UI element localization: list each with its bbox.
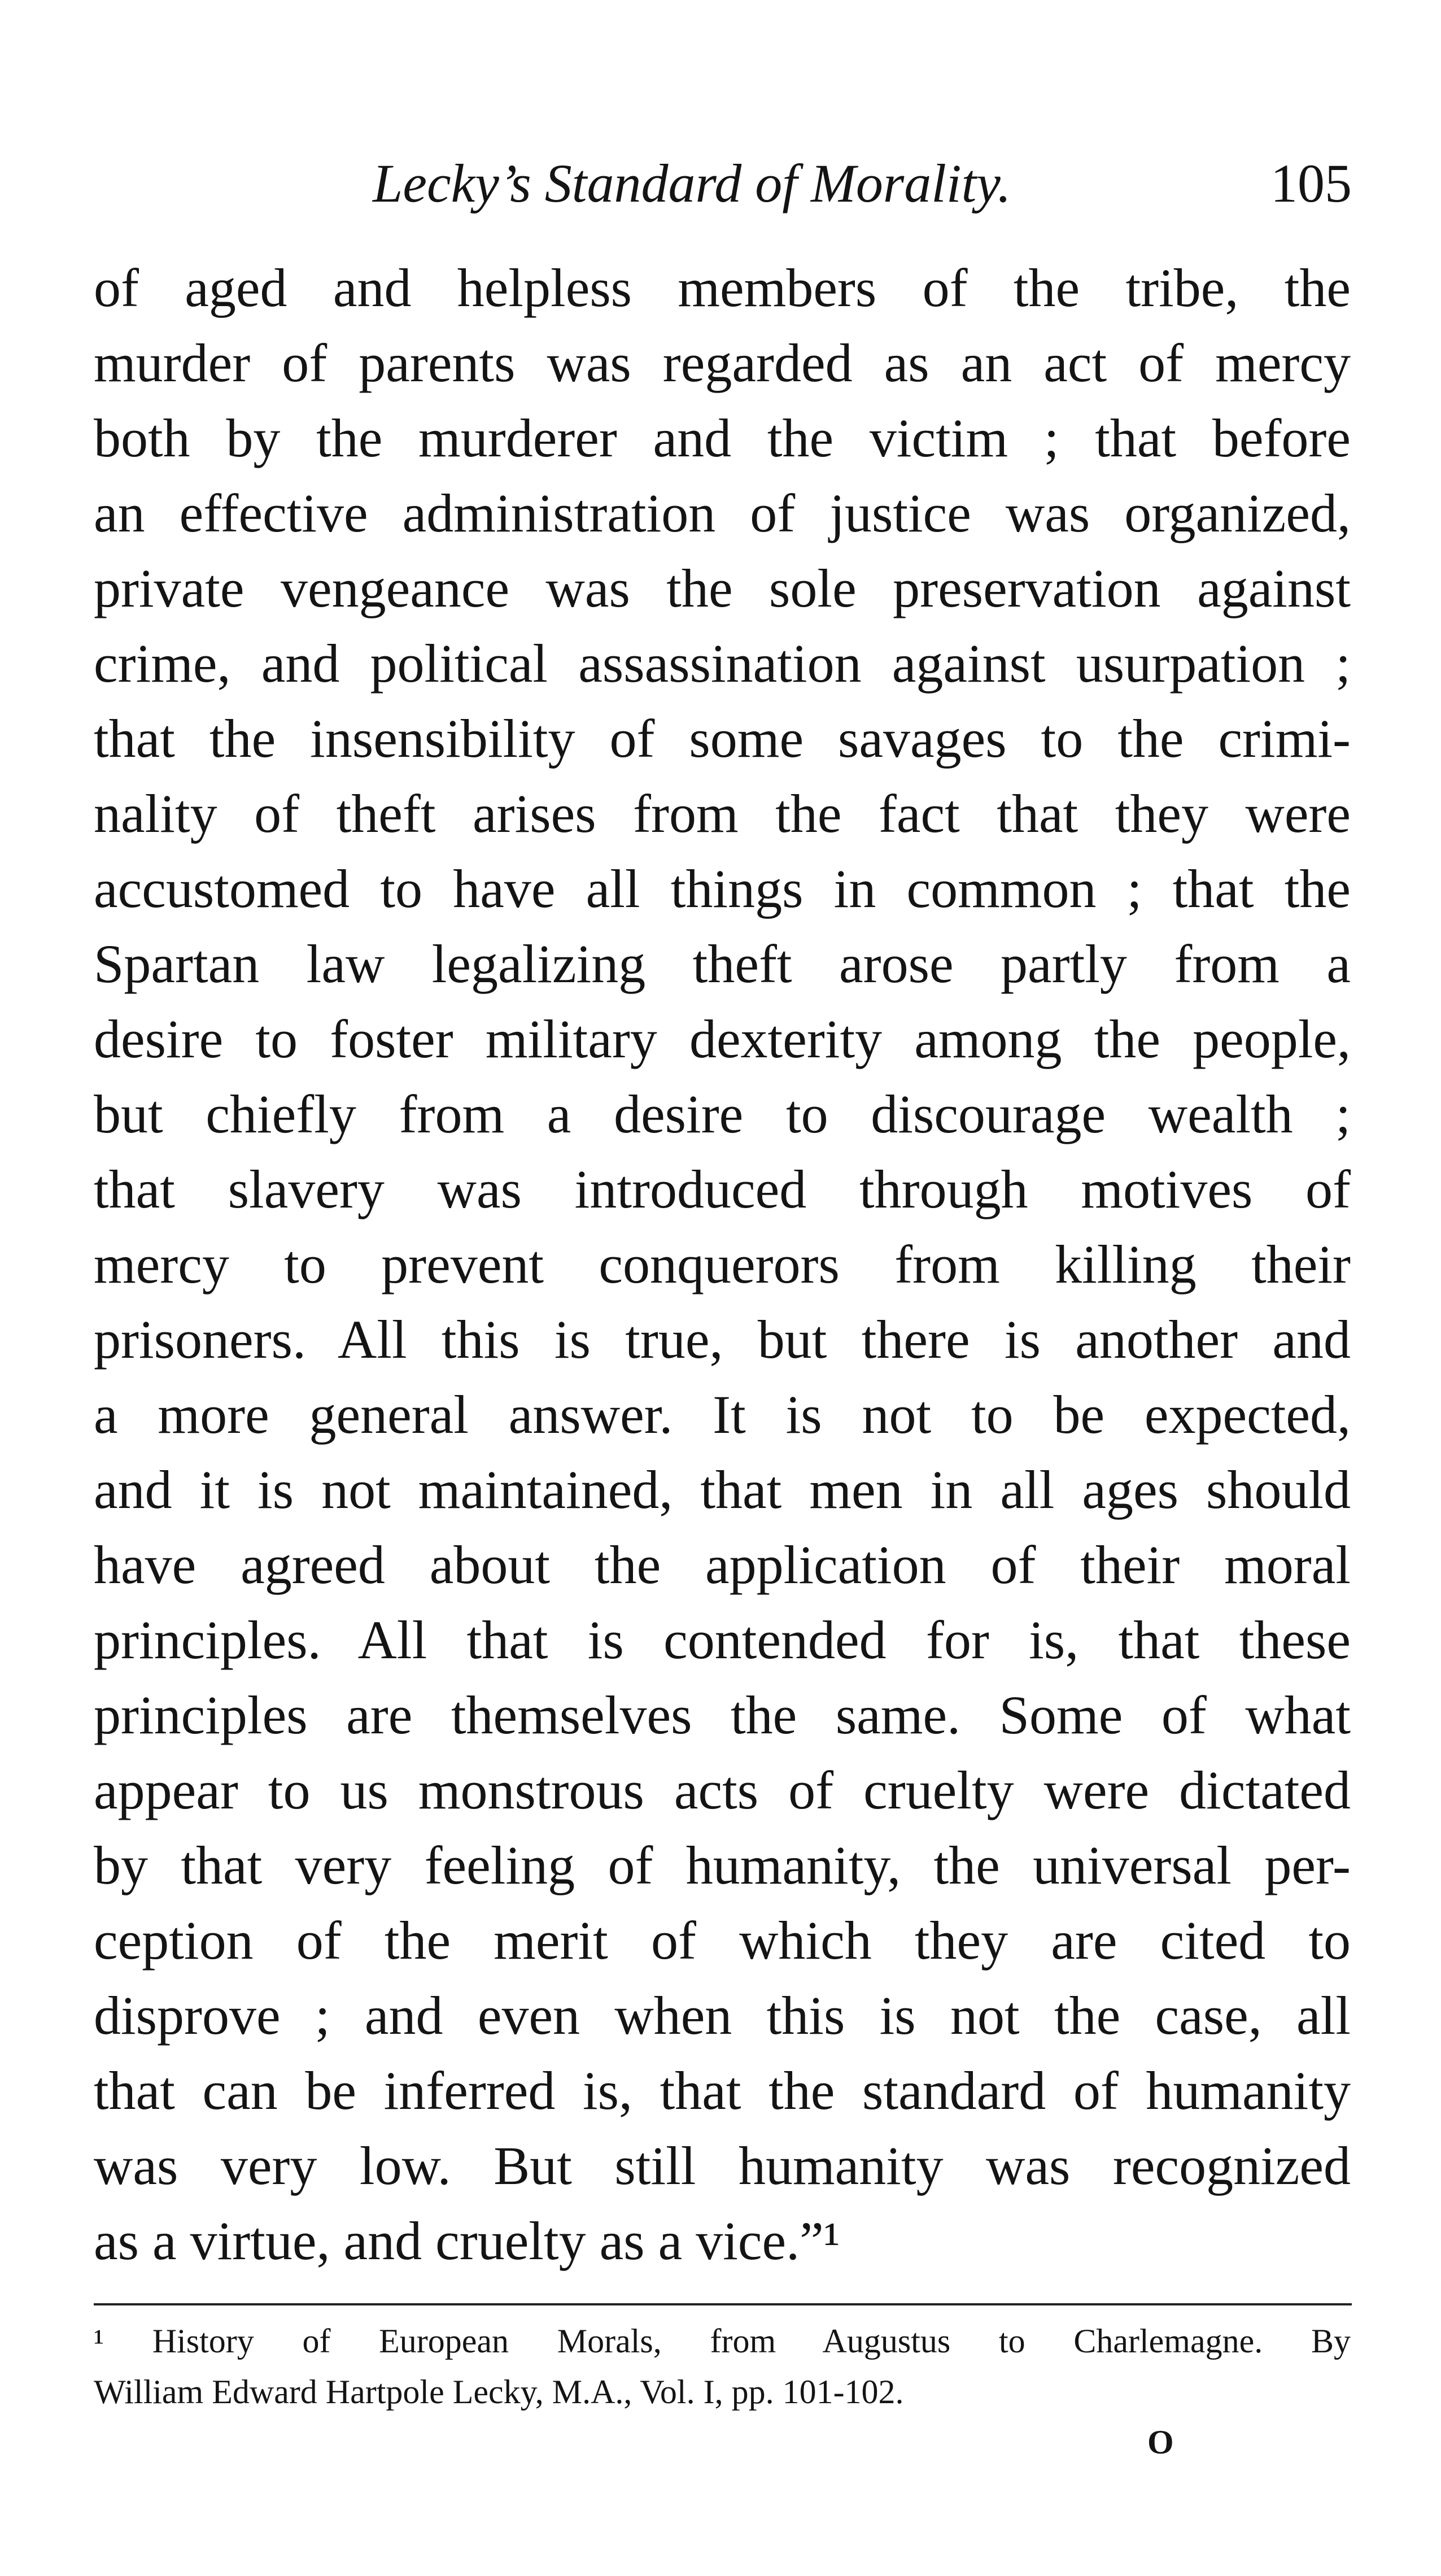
footnote-line: ¹ History of European Morals, from Augustus to Charlemagne. By xyxy=(94,2322,1351,2360)
signature-mark: O xyxy=(1147,2424,1174,2461)
body-line: disprove ; and even when this is not the case, all xyxy=(94,1985,1351,2046)
body-line: and it is not maintained, that men in all ages should xyxy=(94,1459,1351,1520)
body-line: both by the murderer and the victim ; that before xyxy=(94,408,1351,468)
body-line: desire to foster military dexterity among the people, xyxy=(94,1009,1351,1069)
body-line: Spartan law legalizing theft arose partly from a xyxy=(94,934,1351,994)
body-line: was very low. But still humanity was recognized xyxy=(94,2135,1351,2196)
body-line: accustomed to have all things in common ; that the xyxy=(94,858,1351,919)
body-line: that the insensibility of some savages to the crimi- xyxy=(94,708,1351,769)
body-line: that slavery was introduced through motives of xyxy=(94,1159,1351,1219)
page-number: 105 xyxy=(1270,153,1352,213)
body-line: of aged and helpless members of the tribe, the xyxy=(94,258,1351,318)
footnote-line: William Edward Hartpole Lecky, M.A., Vol. I, pp. 101-102. xyxy=(94,2373,904,2411)
body-line: nality of theft arises from the fact that they were xyxy=(94,783,1351,844)
body-line: a more general answer. It is not to be expected, xyxy=(94,1384,1351,1445)
footnote-divider xyxy=(94,2303,1352,2305)
body-line: principles. All that is contended for is, that these xyxy=(94,1610,1351,1670)
body-line: appear to us monstrous acts of cruelty were dictated xyxy=(94,1760,1351,1820)
body-line: an effective administration of justice was organized, xyxy=(94,483,1351,543)
body-line: as a virtue, and cruelty as a vice.”¹ xyxy=(94,2211,840,2271)
body-line: that can be inferred is, that the standard of humanity xyxy=(94,2060,1351,2121)
body-line: mercy to prevent conquerors from killing their xyxy=(94,1234,1351,1294)
body-line: but chiefly from a desire to discourage wealth ; xyxy=(94,1084,1351,1144)
running-header-title: Lecky’s Standard of Morality. xyxy=(373,153,1011,213)
body-line: by that very feeling of humanity, the universal per- xyxy=(94,1835,1351,1895)
body-line: private vengeance was the sole preservation against xyxy=(94,558,1351,618)
body-line: principles are themselves the same. Some of what xyxy=(94,1685,1351,1745)
body-line: prisoners. All this is true, but there is another and xyxy=(94,1309,1351,1370)
body-line: murder of parents was regarded as an act of mercy xyxy=(94,333,1351,393)
body-line: have agreed about the application of their moral xyxy=(94,1535,1351,1595)
body-line: ception of the merit of which they are cited to xyxy=(94,1910,1351,1971)
body-line: crime, and political assassination against usurpation ; xyxy=(94,633,1351,694)
